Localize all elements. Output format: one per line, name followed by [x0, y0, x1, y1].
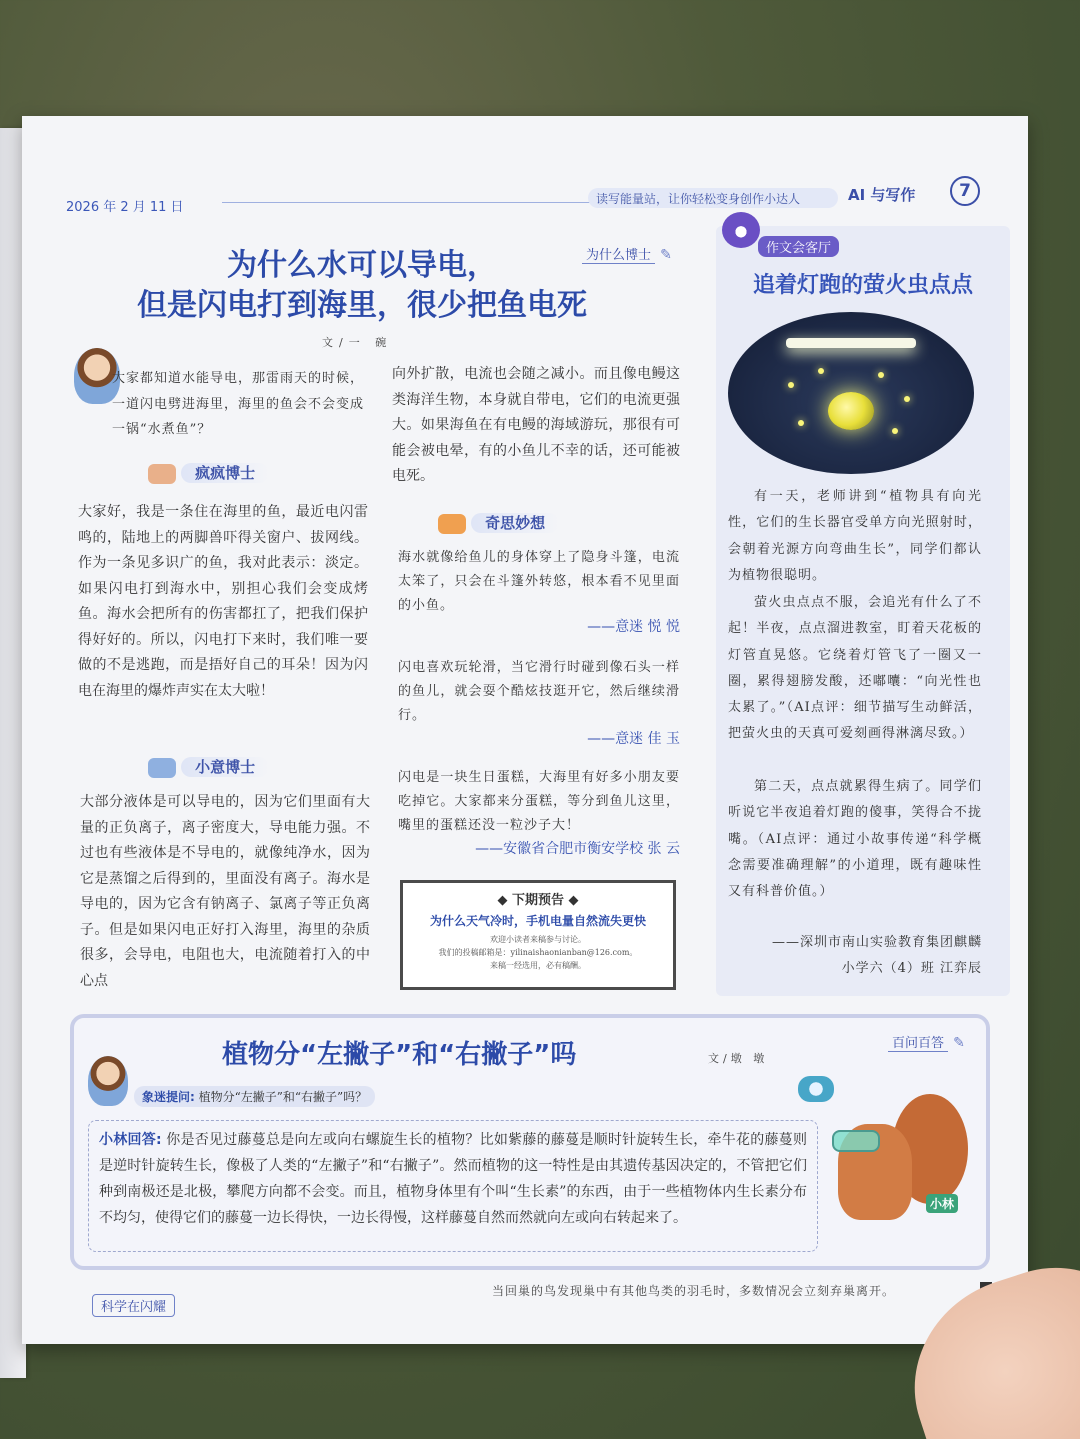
- article-tag-wrap: [582, 244, 672, 263]
- girl-avatar: [88, 1056, 128, 1106]
- idea3-author: ——安徽省合肥市衡安学校 张 云: [475, 841, 680, 857]
- footer-tag: 科学在闪耀: [92, 1294, 175, 1317]
- header-divider: [222, 202, 592, 203]
- next-issue-preview: [400, 880, 676, 990]
- preview-title: ◆ 下期预告 ◆: [497, 893, 579, 908]
- sidebar-title: 追着灯跑的萤火虫点点: [752, 273, 973, 298]
- article-tag: 为什么博士: [582, 248, 655, 264]
- qa-answer: [99, 1127, 807, 1231]
- article-byline: 文/一 碗: [322, 336, 393, 349]
- idea3-text: 闪电是一块生日蛋糕，大海里有好多小朋友要吃掉它。大家都来分蛋糕，等分到鱼儿这里，嘴里的蛋糕还没一粒沙子大！: [398, 770, 680, 833]
- article-title-line2: 但是闪电打到海里，很少把鱼电死: [137, 288, 587, 323]
- qa-tag: 百问百答: [888, 1036, 948, 1052]
- header-slogan: 读写能量站，让你轻松变身创作小达人: [588, 188, 838, 208]
- lamp-shape: [786, 338, 916, 348]
- idea2-author: ——意迷 佳 玉: [587, 731, 680, 747]
- goggle-icon: [832, 1130, 880, 1152]
- section1-heading-wrap: [148, 462, 269, 484]
- doctor-icon: [148, 758, 176, 778]
- answer-text: 你是否见过藤蔓总是向左或向右螺旋生长的植物？比如紫藤的藤蔓是顺时针旋转生长，牵牛花的藤蔓则是逆时针旋转生长，像极了人类的“左撇子”和“右撇子”。然而植物的这一特性是由其遗传基因决定的，不管把它们种到南极还是北极，攀爬方向都不会变。而且，植物身体里有个叫“生长素”的东西，由于一些植物体内生长素分布不均匀，使得它们的藤蔓一边长得快，一边长得慢，这样藤蔓自然而然就向左或向右转起来了。: [99, 1132, 807, 1226]
- article-title-line1: 为什么水可以导电，: [227, 248, 497, 283]
- firefly-shape: [828, 392, 874, 430]
- preview-question: 为什么天气冷时，手机电量自然流失更快: [429, 914, 646, 928]
- idea1-author: ——意迷 悦 悦: [587, 619, 680, 635]
- col2-text: 向外扩散，电流也会随之减小。而且像电鳗这类海洋生物，本身就自带电，它们的电流更强大。如果海鱼在有电鳗的海域游玩，那很有可能会被电晕，有的小鱼儿不幸的话，还可能被电死。: [392, 366, 680, 484]
- article-intro: 大家都知道水能导电，那雷雨天的时候，一道闪电劈进海里，海里的鱼会不会变成一锅“水煮鱼”？: [112, 371, 365, 437]
- sidebar-tag: 作文会客厅: [758, 236, 839, 257]
- sidebar-author2: 小学六（4）班 江弈辰: [841, 961, 982, 976]
- section3-heading-wrap: [438, 512, 559, 534]
- question-text: 植物分“左撇子”和“右撇子”吗？: [198, 1090, 368, 1104]
- section1-text: 大家好，我是一条住在海里的鱼，最近电闪雷鸣的，陆地上的两脚兽吓得关窗户、拔网线。作为一条见多识广的鱼，我对此表示：淡定。如果闪电打到海水中，别担心我们会变成烤鱼。海水会把所有的伤害都扛了，把我们保护得好好的。所以，闪电打下来时，我们唯一要做的不是逃跑，而是捂好自己的耳朵！因为闪电在海里的爆炸声实在太大啦！: [78, 504, 368, 699]
- preview-email-line: 我们的投稿邮箱是：yilinaishaonianban@126.com。: [438, 948, 638, 957]
- article-title: [82, 246, 642, 326]
- sidebar-paragraph1: 有一天，老师讲到“植物具有向光性，它们的生长器官受单方向光照射时，会朝着光源方向弯曲生长”，同学们都认为植物很聪明。: [728, 489, 982, 583]
- section1-heading: 疯疯博士: [181, 463, 269, 483]
- glow-dot: [788, 382, 794, 388]
- sidebar-author1: ——深圳市南山实验教育集团麒麟: [771, 935, 982, 950]
- squirrel-mascot: [818, 1094, 968, 1234]
- glow-dot: [798, 420, 804, 426]
- footer-fact: 当回巢的鸟发现巢中有其他鸟类的羽毛时，多数情况会立刻弃巢离开。: [492, 1284, 896, 1298]
- glow-dot: [878, 372, 884, 378]
- pen-icon: ✎: [953, 1035, 965, 1051]
- glow-dot: [904, 396, 910, 402]
- sidebar-paragraph3: 第二天，点点就累得生病了。同学们听说它半夜追着灯跑的傻事，笑得合不拢嘴。（AI点评：通过小故事传递“科学概念需要准确理解”的小道理，既有趣味性又有科普价值。）: [728, 779, 982, 900]
- glow-dot: [818, 368, 824, 374]
- robot-icon: [722, 212, 760, 248]
- column-title: AI 与写作: [848, 186, 916, 204]
- idea2-text: 闪电喜欢玩轮滑，当它滑行时碰到像石头一样的鱼儿，就会耍个酷炫技逛开它，然后继续滑行。: [398, 660, 680, 723]
- issue-date: 2026 年 2 月 11 日: [66, 200, 184, 215]
- preview-line1: 欢迎小读者来稿参与讨论。: [490, 935, 586, 944]
- section3-heading: 奇思妙想: [471, 513, 559, 533]
- qa-question: [134, 1086, 375, 1107]
- firefly-illustration: [728, 312, 974, 474]
- qa-byline: 文/墩 墩: [708, 1052, 769, 1065]
- qa-title: 植物分“左撇子”和“右撇子”吗: [222, 1040, 577, 1070]
- section2-heading-wrap: [148, 756, 269, 778]
- newspaper-page: [22, 116, 1028, 1344]
- page-number: 7: [950, 176, 980, 206]
- section2-heading: 小意博士: [181, 757, 269, 777]
- kids-reading-icon: [438, 514, 466, 534]
- pen-icon: ✎: [660, 247, 672, 263]
- mascot-label: 小林: [926, 1194, 958, 1213]
- section2-text: 大部分液体是可以导电的，因为它们里面有大量的正负离子，离子密度大，导电能力强。不过也有些液体是不导电的，就像纯净水，因为它是蒸馏之后得到的，里面没有离子。海水是导电的，因为它含有钠离子、氯离子等正负离子。但是如果闪电正好打入海里，海里的杂质很多，会导电，电阻也大，电流随着打入的中心点: [80, 794, 370, 989]
- preview-line3: 来稿一经选用，必有稿酬。: [490, 961, 586, 970]
- answer-label: 小林回答:: [99, 1132, 162, 1148]
- glow-dot: [892, 428, 898, 434]
- question-label: 象迷提问:: [142, 1090, 195, 1104]
- qa-tag-wrap: [888, 1032, 965, 1051]
- sidebar-paragraph2: 萤火虫点点不服，会追光有什么了不起！半夜，点点溜进教室，盯着天花板的灯管直晃悠。它绕着灯管飞了一圈又一圈，累得翅膀发酸，还嘟囔：“向光性也太累了。”（AI点评：细节描写生动鲜活，把萤火虫的天真可爱刻画得淋漓尽致。）: [728, 595, 982, 742]
- cat-icon: [148, 464, 176, 484]
- idea1-text: 海水就像给鱼儿的身体穿上了隐身斗篷，电流太笨了，只会在斗篷外转悠，根本看不见里面的小鱼。: [398, 550, 680, 613]
- qa-answer-box: [88, 1120, 818, 1252]
